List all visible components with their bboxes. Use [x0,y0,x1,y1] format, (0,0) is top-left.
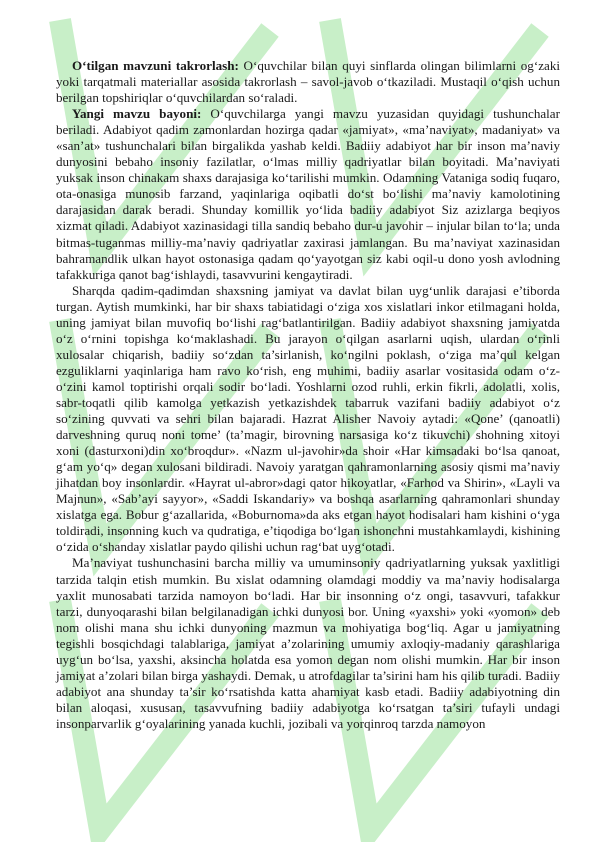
new-topic-heading: Yangi mavzu bayoni: [72,106,202,122]
paragraph-east [56,283,560,556]
east-text: Sharqda qadim-qadimdan shaxsning jamiyat va davlat bilan uyg‘unlik darajasi e’tiborda turgan. Aytish mumkinki, har bir shaxs tabiatidagi o‘ziga xos xislatlari inkor etilmagani holda, uning jamiyat bilan muvofiq bo‘lishi rag‘batlantirilgan. Badiiy adabiyot shaxsning jamiyatda o‘z o‘rnini topishga ko‘maklashadi. Bu jarayon o‘qilgan asarlarni uqish, ulardan o‘rinli xulosalar chiqarish, badiiy so‘zdan ta’sirlanish, ko‘ngilni poklash, o‘ziga ma’qul kelgan ezguliklarni yaqinlariga ham ravo ko‘rish, eng muhimi, badiiy asarlar vositasida odam o‘z-o‘zini kamol toptirishi orqali sodir bo‘ladi. Yoshlarni ozod ruhli, erkin fikrli, adolatli, xolis, sabr-toqatli qilib kamolga yetkazish yetkazishdek tabarruk vazifani badiiy adabiyot o‘z so‘zining quvvati va sehri bilan bajaradi. Hazrat Alisher Navoiy aytadi: «Qone’ (qanoatli) darveshning quruq noni tome’ (ta’magir, birovning narsasiga ko‘z tikuvchi) shohning xitoyi xoni (dasturxoni)din xo‘broqdur». «Nazm ul-javohir»da shoir «Har kimsadaki bo‘lsa qanoat, g‘am yo‘q» degan xulosani bildiradi. Navoiy yaratgan qahramonlarning asosiy qismi ma’naviy jihatdan boy insonlardir. «Hayrat ul-abror»dagi qator hikoyatlar, «Farhod va Shirin», «Layli va Majnun», «Sab’ayi sayyor», «Saddi Iskandariy» va boshqa asarlarning qahramonlari shunday xislatga ega. Bobur g‘azallarida, «Boburnoma»da aks etgan hayot hodisalari ham kishini o‘yga toldiradi, insonning kuch va qudratiga, e’tiqodiga bo‘lgan ishonchni mustahkamlaydi, kishining o‘zida o‘shanday xislatlar paydo qilishi uchun rag‘bat uyg‘otadi. [56,282,560,555]
paragraph-review [56,58,560,106]
review-text: O‘quvchilar bilan quyi sinflarda olingan bilimlarni og‘zaki yoki tarqatmali materiallar asosida takrorlash – savol-javob o‘tkaziladi. Mustaqil o‘qish uchun berilgan topshiriqlar o‘quvchilardan so‘raladi. [56,58,561,106]
spirituality-text: Ma’naviyat tushunchasini barcha milliy va umuminsoniy qadriyatlarning yuksak yaxlitligi tarzida talqin etish mumkin. Bu xislat odamning olamdagi moddiy va ma’naviy hodisalarga yaxlit munosabati tarzida namoyon bo‘ladi. Har bir insonning o‘z ongi, tasavvuri, tafakkur tarzi, dunyoqarashi bilan belgilanadigan ichki dunyosi bor. Uning «yaxshi» yoki «yomon» deb nom olishi mana shu ichki dunyoning mazmun va mohiyatiga bog‘liq. Agar u jamiyatning tegishli bosqichdagi talablariga, jamiyat a’zolarining umumiy axloqiy-madaniy qarashlariga uyg‘un bo‘lsa, yaxshi, aksincha holatda esa yomon degan nom olishi mumkin. Har bir inson jamiyat a’zolari bilan birga yashaydi. Demak, u atrofdagilar ta’sirini ham his qilib turadi. Badiiy adabiyot ana shunday ta’sir ko‘rsatishda katta ahamiyat kasb etadi. Badiiy adabiyotning din bilan aloqasi, xususan, tasavvufning badiiy adabiyotga ko‘rsatgan ta’siri tufayli undagi insonparvarlik g‘oyalarining yanada kuchli, jozibali va yorqinroq tarzda namoyon [56,555,560,731]
paragraph-spirituality [56,555,560,732]
paragraph-new-topic [56,106,560,283]
review-heading: O‘tilgan mavzuni takrorlash: [72,58,239,73]
new-topic-text: O‘quvchilarga yangi mavzu yuzasidan quyidagi tushunchalar beriladi. Adabiyot qadim zamonlardan hozirga qadar «jamiyat», «ma’naviyat», madaniyat» va «san’at» tushunchalari bilan birgalikda yashab keldi. Badiiy adabiyot har bir inson ma’naviy dunyosini bebaho insoniy fazilatlar, o‘lmas milliy qadriyatlar bilan boyitadi. Ma’naviyati yuksak inson chinakam shaxs darajasiga ko‘tarilishi mumkin. Odamning Vataniga sodiq fuqaro, ota-onasiga munosib farzand, yaqinlariga oqibatli do‘st bo‘lishi ma’naviy kamolotining darajasidan darak beradi. Shunday komillik yo‘lida badiiy adabiyot Siz azizlarga beqiyos xizmat qiladi. Adabiyot xazinasidagi tilla sandiq bebaho dur-u javohir – injular bilan to‘la; unda bitmas-tuganmas milliy-ma’naviy qadriyatlar zaxirasi jamlangan. Bu ma’naviyat xazinasidan bahramandlik ulkan hayot ostonasiga qadam qo‘yayotgan siz kabi oqil-u dono yosh avlodning tafakkuriga qanot bag‘ishlaydi, tasavvurini kengaytiradi. [56,106,560,282]
document-body [56,58,560,732]
